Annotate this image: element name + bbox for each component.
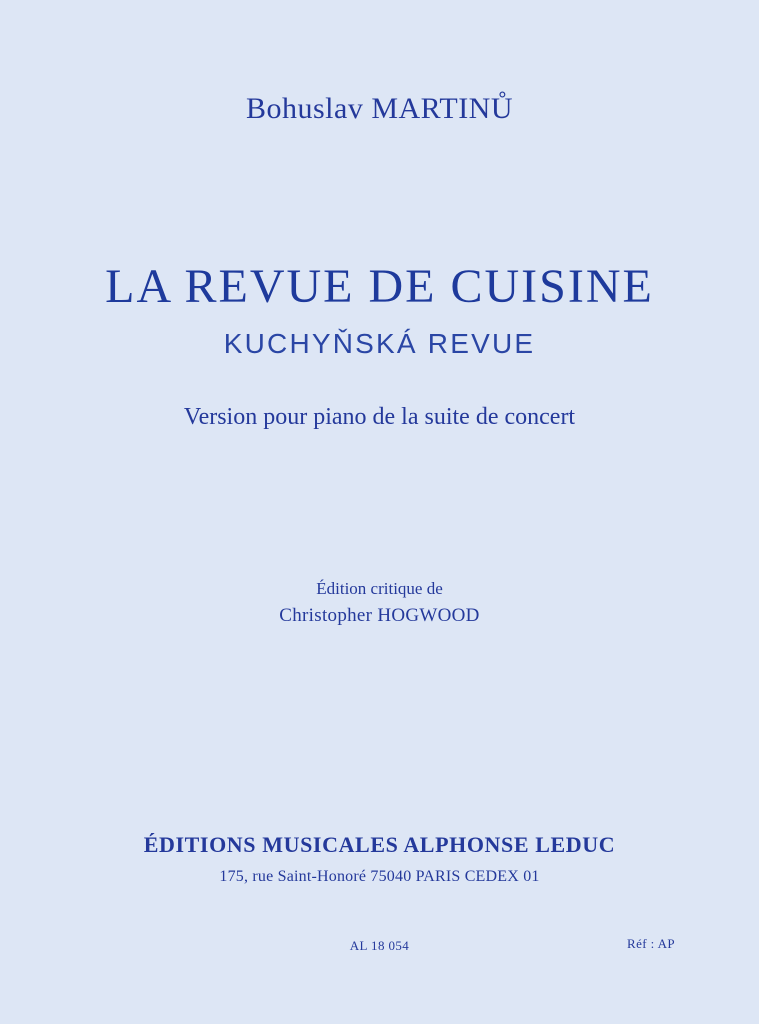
publisher-block [0,832,759,886]
reference-code: Réf : AP [627,936,675,951]
editor-credit [279,576,479,630]
catalog-number: AL 18 054 [349,938,410,953]
version-description: Version pour piano de la suite de concert [183,404,576,431]
page-title: LA REVUE DE CUISINE [105,260,654,313]
editor-label: Édition critique de [316,579,443,599]
composer-name: Bohuslav MARTINŮ [245,92,514,125]
publisher-address: 175, rue Saint-Honoré 75040 PARIS CEDEX 01 [219,868,540,885]
publisher-name: ÉDITIONS MUSICALES ALPHONSE LEDUC [143,832,616,857]
editor-name: Christopher HOGWOOD [279,604,480,626]
page-subtitle: KUCHYŇSKÁ REVUE [223,328,536,360]
